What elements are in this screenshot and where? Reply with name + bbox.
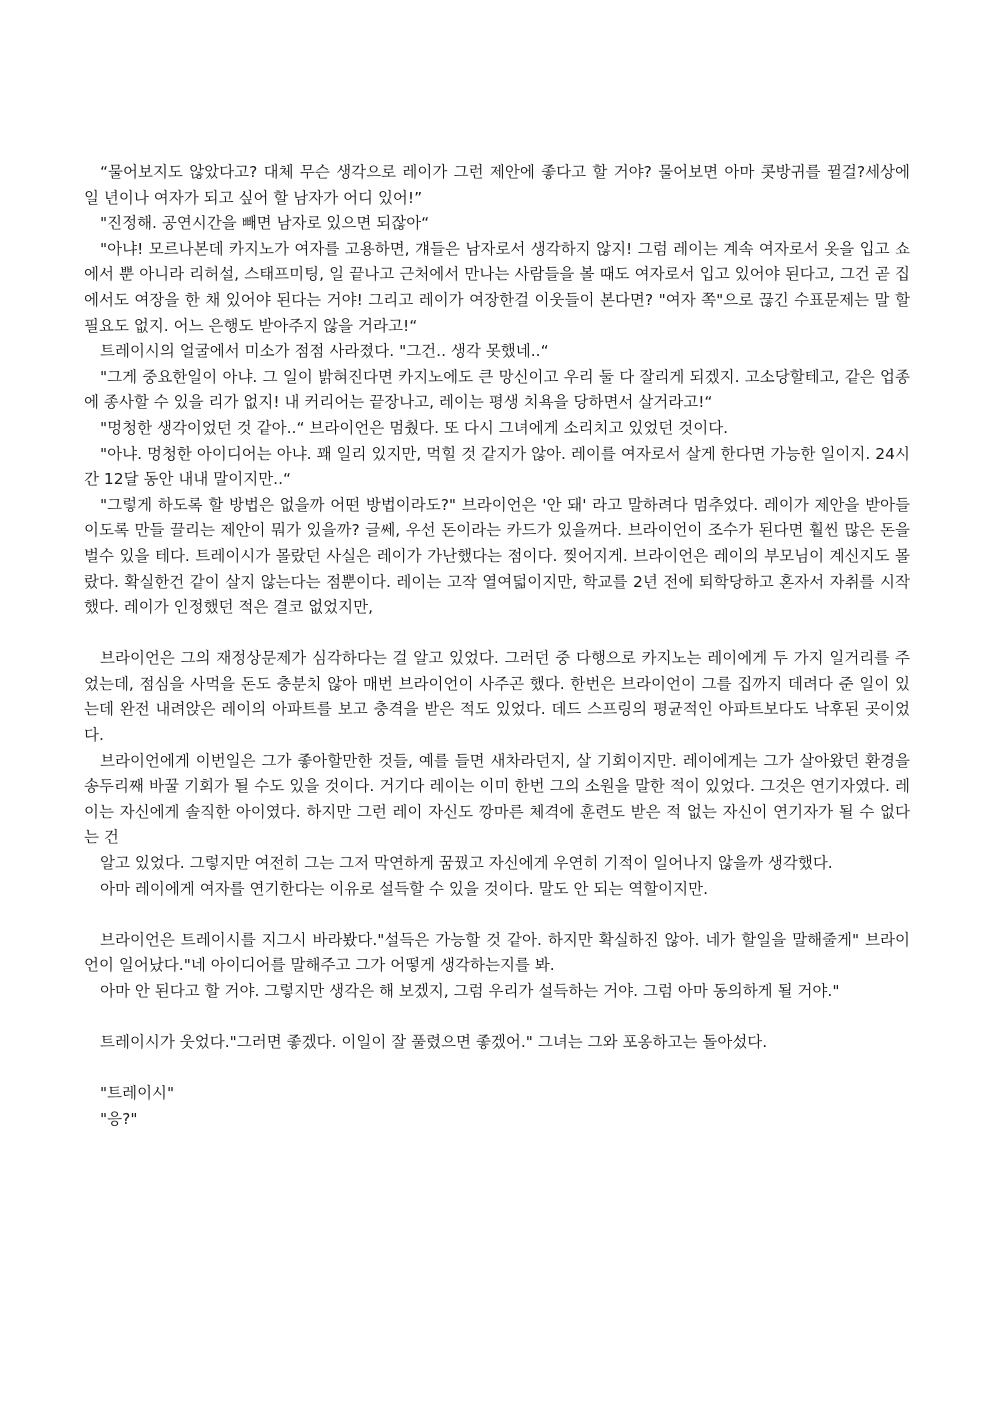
paragraph: 트레이시가 웃었다."그러면 좋겠다. 이일이 잘 풀렸으면 좋겠어." 그녀는 그와 포옹하고는 돌아섰다. — [100, 1033, 768, 1052]
paragraph-gap — [84, 621, 910, 647]
paragraph: "멍청한 생각이었던 것 같아..“ 브라이언은 멈췄다. 또 다시 그녀에게 소리치고 있었던 것이다. — [100, 418, 729, 437]
paragraph: "아냐. 멍청한 아이디어는 아냐. 꽤 일리 있지만, 먹힐 것 같지가 않아. 레이를 여자로서 살게 한다면 가능한 일이지. 24시간 12달 동안 내내 말이지만..“ — [84, 444, 910, 489]
paragraph: 알고 있었다. 그렇지만 여전히 그는 그저 막연하게 꿈꿨고 자신에게 우연히 기적이 일어나지 않을까 생각했다. — [100, 854, 833, 873]
paragraph: "응?" — [100, 1109, 138, 1128]
paragraph: "트레이시" — [100, 1084, 175, 1103]
paragraph: "아냐! 모르나본데 카지노가 여자를 고용하면, 걔들은 남자로서 생각하지 않지! 그럼 레이는 계속 여자로서 옷을 입고 쇼에서 뿐 아니라 리허설, 스태프미팅, 일 끝나고 근처에서 만나는 사람들을 볼 때도 여자로서 입고 있어야 된다고, 그건 곧 집에서도 여장을 한 채 있어야 된다는 거야! 그리고 레이가 여장한걸 이웃들이 본다면? "여자 쪽"으로 끊긴 수표문제는 말 할 필요도 없지. 어느 은행도 받아주지 않을 거라고!“ — [84, 239, 910, 335]
paragraph: "그렇게 하도록 할 방법은 없을까 어떤 방법이라도?" 브라이언은 '안 돼' 라고 말하려다 멈추었다. 레이가 제안을 받아들이도록 만들 끌리는 제안이 뭐가 있을까? 글쎄, 우선 돈이라는 카드가 있을꺼다. 브라이언이 조수가 된다면 훨씬 많은 돈을 벌수 있을 테다. 트레이시가 몰랐던 사실은 레이가 가난했다는 점이다. 찢어지게. 브라이언은 레이의 부모님이 계신지도 몰랐다. 확실한건 같이 살지 않는다는 점뿐이다. 레이는 고작 열여덟이지만, 학교를 2년 전에 퇴학당하고 혼자서 자취를 시작했다. 레이가 인정했던 적은 결코 없었지만, — [84, 495, 910, 617]
paragraph-gap — [84, 1056, 910, 1082]
paragraph: "진정해. 공연시간을 빼면 남자로 있으면 되잖아“ — [100, 214, 430, 233]
paragraph-gap — [84, 1005, 910, 1031]
paragraph: 아마 레이에게 여자를 연기한다는 이유로 설득할 수 있을 것이다. 말도 안 되는 역할이지만. — [100, 879, 709, 898]
paragraph: 브라이언은 그의 재정상문제가 심각하다는 걸 알고 있었다. 그러던 중 다행으로 카지노는 레이에게 두 가지 일거리를 주었는데, 점심을 사먹을 돈도 충분치 않아 매번 브라이언이 사주곤 했다. 한번은 브라이언이 그를 집까지 데려다 준 일이 있는데 완전 내려앉은 레이의 아파트를 보고 충격을 받은 적도 있었다. 데드 스프링의 평균적인 아파트보다도 낙후된 곳이었다. — [84, 649, 910, 745]
paragraph: "그게 중요한일이 아냐. 그 일이 밝혀진다면 카지노에도 큰 망신이고 우리 둘 다 잘리게 되겠지. 고소당할테고, 같은 업종에 종사할 수 있을 리가 없지! 내 커리어는 끝장나고, 레이는 평생 치욕을 당하면서 살거라고!“ — [84, 367, 910, 412]
paragraph: 브라이언에게 이번일은 그가 좋아할만한 것들, 예를 들면 새차라던지, 살 기회이지만. 레이에게는 그가 살아왔던 환경을 송두리째 바꿀 기회가 될 수도 있을 것이다. 거기다 레이는 이미 한번 그의 소원을 말한 적이 있었다. 그것은 연기자였다. 레이는 자신에게 솔직한 아이였다. 하지만 그런 레이 자신도 깡마른 체격에 훈련도 받은 적 없는 자신이 연기자가 될 수 없다는 건 — [84, 751, 910, 847]
paragraph: 트레이시의 얼굴에서 미소가 점점 사라졌다. "그건.. 생각 못했네..“ — [100, 342, 549, 361]
paragraph: 브라이언은 트레이시를 지그시 바라봤다."설득은 가능할 것 같아. 하지만 확실하진 않아. 네가 할일을 말해줄게" 브라이언이 일어났다."네 아이디어를 말해주고 그가 어떻게 생각하는지를 봐. — [84, 930, 910, 975]
document-body — [84, 160, 910, 1133]
paragraph: “물어보지도 않았다고? 대체 무슨 생각으로 레이가 그런 제안에 좋다고 할 거야? 물어보면 아마 콧방귀를 뀔걸?세상에 일 년이나 여자가 되고 싶어 할 남자가 어디 있어!” — [84, 163, 910, 207]
paragraph-gap — [84, 902, 910, 928]
paragraph: 아마 안 된다고 할 거야. 그렇지만 생각은 해 보겠지, 그럼 우리가 설득하는 거야. 그럼 아마 동의하게 될 거야." — [100, 982, 840, 1000]
